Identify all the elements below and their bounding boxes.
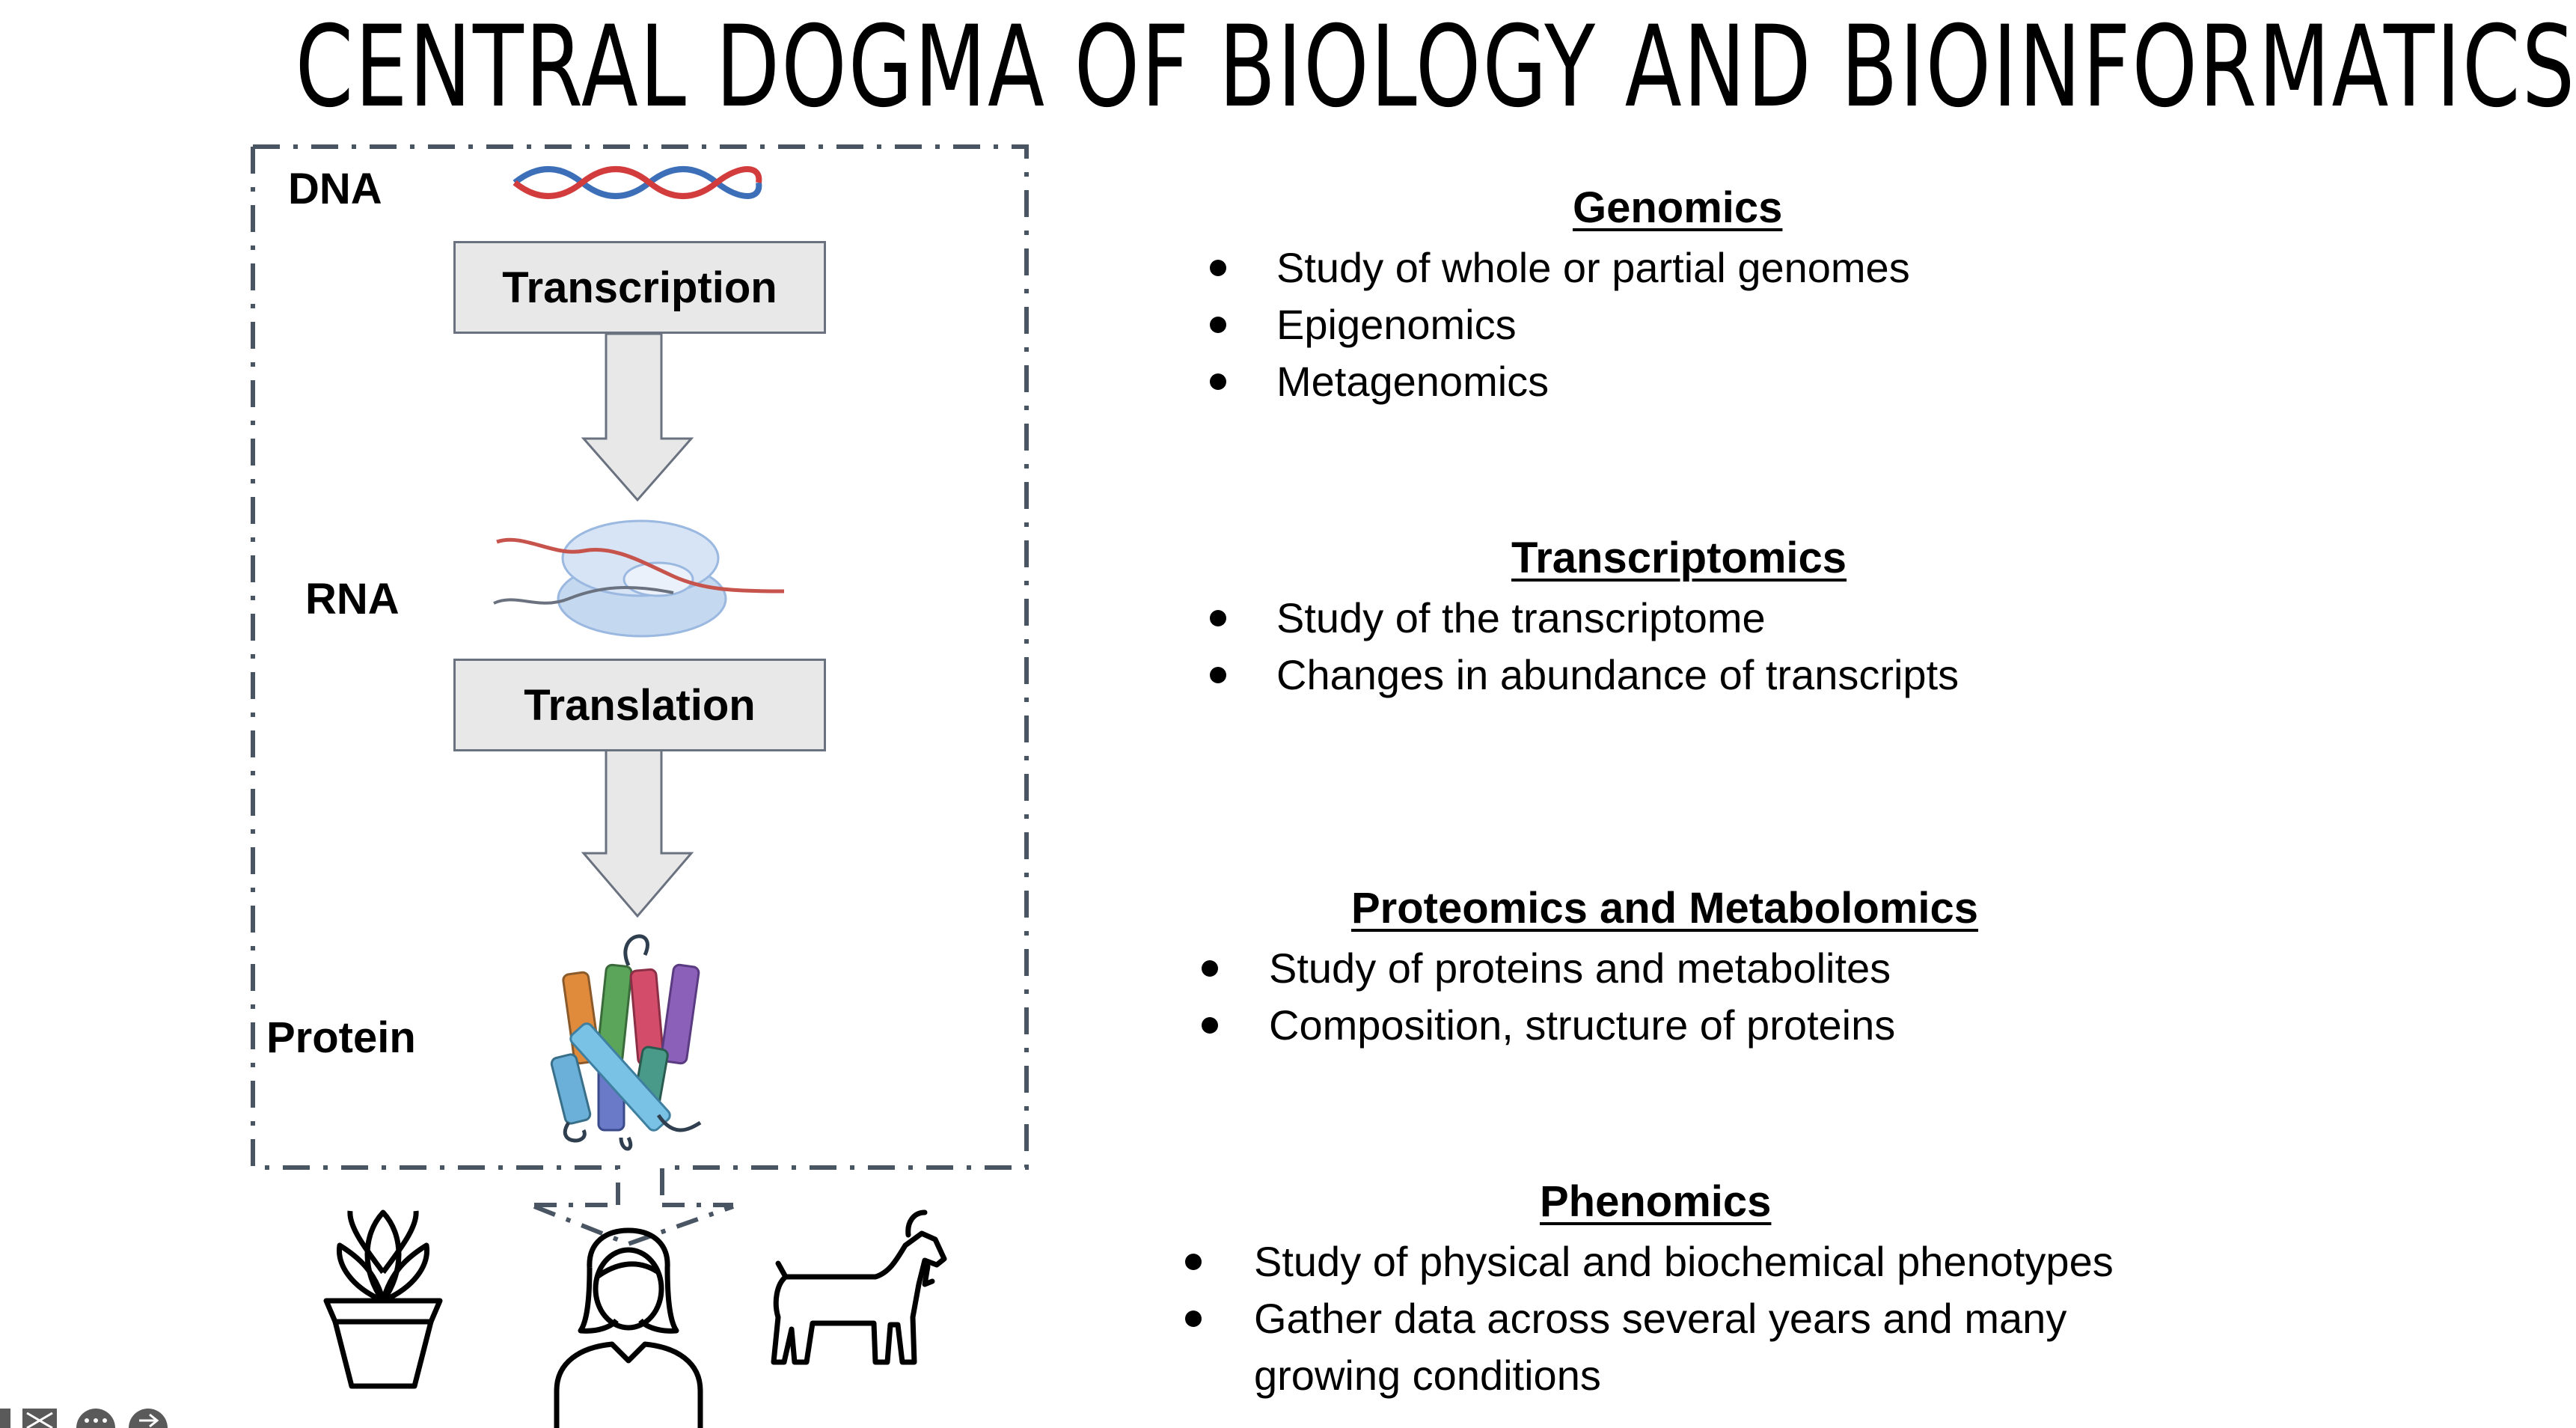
transcriptomics-bullet-1: Study of the transcriptome (1276, 594, 1766, 641)
plant-icon (326, 1211, 440, 1386)
transcription-arrow (584, 334, 691, 500)
translation-arrow (584, 750, 691, 916)
bullet-dot (1210, 317, 1226, 333)
page-title: CENTRAL DOGMA OF BIOLOGY AND BIOINFORMATICS (295, 2, 2576, 132)
bullet-dot (1210, 667, 1226, 683)
transcriptomics-bullet-2: Changes in abundance of transcripts (1276, 651, 1959, 698)
phenomics-title: Phenomics (1540, 1177, 1772, 1226)
dna-label: DNA (288, 165, 382, 213)
more-options-icon[interactable] (76, 1409, 115, 1428)
ribosome-icon (494, 521, 784, 636)
proteomics-title: Proteomics and Metabolomics (1351, 884, 1978, 933)
protein-label: Protein (266, 1013, 416, 1062)
proteomics-bullet-1: Study of proteins and metabolites (1269, 945, 1891, 992)
genomics-bullet-1: Study of whole or partial genomes (1276, 244, 1910, 291)
presentation-toolbar (0, 1404, 180, 1428)
bullet-dot (1185, 1254, 1202, 1270)
organism-bracket (534, 1205, 733, 1244)
transcriptomics-title: Transcriptomics (1511, 534, 1847, 582)
bullet-dot (1210, 610, 1226, 626)
bullet-dot (1202, 960, 1218, 977)
fullscreen-icon[interactable] (0, 1409, 10, 1428)
next-slide-icon[interactable] (129, 1409, 168, 1428)
bullet-dot (1202, 1017, 1218, 1034)
rna-label: RNA (305, 575, 400, 623)
genomics-bullet-2: Epigenomics (1276, 301, 1517, 348)
zoom-icon[interactable] (22, 1409, 57, 1428)
phenomics-bullet-2-continued: growing conditions (1254, 1352, 1601, 1399)
person-icon (557, 1230, 700, 1428)
proteomics-bullet-2: Composition, structure of proteins (1269, 1001, 1896, 1049)
protein-structure-icon (551, 936, 700, 1149)
bullet-dot (1185, 1310, 1202, 1327)
phenomics-bullet-1: Study of physical and biochemical phenotypes (1254, 1238, 2114, 1285)
transcription-box: Transcription (453, 241, 826, 334)
genomics-bullet-3: Metagenomics (1276, 358, 1549, 405)
bullet-dot (1210, 260, 1226, 276)
translation-box: Translation (453, 659, 826, 751)
phenomics-bullet-2: Gather data across several years and many (1254, 1295, 2067, 1342)
bullet-dot (1210, 373, 1226, 390)
dna-helix-icon (515, 169, 759, 196)
goat-icon (774, 1212, 944, 1362)
genomics-title: Genomics (1573, 183, 1783, 232)
